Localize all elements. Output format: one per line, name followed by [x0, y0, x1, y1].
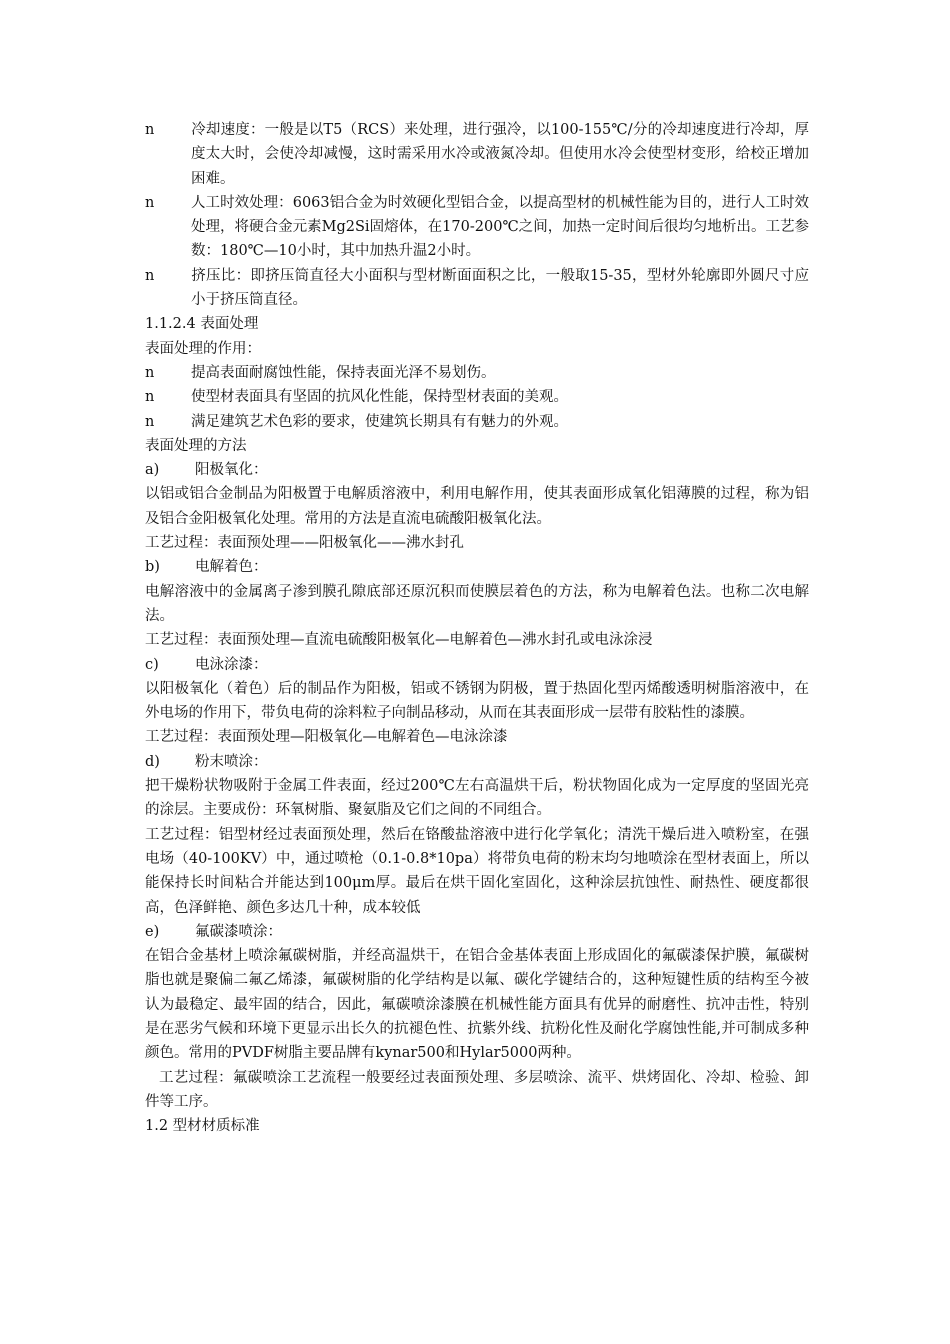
process-paragraph: 工艺过程：铝型材经过表面预处理，然后在铬酸盐溶液中进行化学氧化；清洗干燥后进入喷粉室，在强电场（40-100KV）中，通过喷枪（0.1-0.8*10pa）将带负电荷的粉末均匀地喷涂在型材表面上，所以能保持长时间粘合并能达到100μm厚。最后在烘干固化室固化，这种涂层抗蚀性、耐热性、硬度都很高，色泽鲜艳、颜色多达几十种，成本较低	[145, 826, 809, 916]
paragraph-text: 使型材表面具有坚固的抗风化性能，保持型材表面的美观。	[191, 389, 568, 406]
bullet-mark: n	[145, 267, 155, 284]
method-heading	[145, 458, 809, 482]
paragraph-text: 人工时效处理：6063铝合金为时效硬化型铝合金，以提高型材的机械性能为目的，进行人工时效处理，将硬合金元素Mg2Si固熔体，在170-200℃之间，加热一定时间后很均匀地析出。工艺参数：180℃—10小时，其中加热升温2小时。	[191, 194, 809, 260]
paragraph-text: 满足建筑艺术色彩的要求，使建筑长期具有有魅力的外观。	[191, 413, 568, 430]
item-mark: b)	[145, 559, 160, 576]
bullet-mark: n	[145, 364, 155, 381]
bullet-paragraph	[145, 264, 809, 313]
method-title: 电解着色：	[195, 559, 268, 576]
paragraph-text: 提高表面耐腐蚀性能，保持表面光泽不易划伤。	[191, 364, 496, 381]
body-paragraph: 在铝合金基材上喷涂氟碳树脂，并经高温烘干，在铝合金基体表面上形成固化的氟碳漆保护膜，氟碳树脂也就是聚偏二氟乙烯漆，氟碳树脂的化学结构是以氟、碳化学键结合的，这种短键性质的结构至今被认为最稳定、最牢固的结合，因此，氟碳喷涂漆膜在机械性能方面具有优异的耐磨性、抗冲击性，特别是在恶劣气候和环境下更显示出长久的抗褪色性、抗紫外线、抗粉化性及耐化学腐蚀性能,并可制成多种颜色。常用的PVDF树脂主要品牌有kynar500和Hylar5000两种。	[145, 948, 809, 1062]
document-page	[145, 118, 809, 1138]
subheading: 表面处理的方法	[145, 437, 247, 454]
process-paragraph: 工艺过程：氟碳喷涂工艺流程一般要经过表面预处理、多层喷涂、流平、烘烤固化、冷却、检验、卸件等工序。	[145, 1069, 809, 1110]
method-heading	[145, 750, 809, 774]
process-paragraph: 工艺过程：表面预处理—阳极氧化—电解着色—电泳涂漆	[145, 729, 508, 746]
bullet-mark: n	[145, 413, 155, 430]
method-heading	[145, 920, 809, 944]
method-title: 电泳涂漆：	[195, 656, 268, 673]
method-heading	[145, 653, 809, 677]
method-title: 氟碳漆喷涂：	[195, 923, 282, 940]
item-mark: c)	[145, 656, 159, 673]
bullet-mark: n	[145, 194, 155, 211]
section-heading: 1.1.2.4 表面处理	[145, 316, 259, 333]
body-paragraph: 电解溶液中的金属离子渗到膜孔隙底部还原沉积而使膜层着色的方法，称为电解着色法。也称二次电解法。	[145, 583, 809, 624]
method-heading	[145, 555, 809, 579]
bullet-mark: n	[145, 389, 155, 406]
paragraph-text: 挤压比：即挤压筒直径大小面积与型材断面面积之比，一般取15-35，型材外轮廓即外圆尺寸应小于挤压筒直径。	[191, 267, 809, 309]
process-paragraph: 工艺过程：表面预处理——阳极氧化——沸水封孔	[145, 535, 464, 552]
bullet-paragraph	[145, 410, 809, 434]
method-title: 阳极氧化：	[195, 462, 268, 479]
method-title: 粉末喷涂：	[195, 753, 268, 770]
subheading: 表面处理的作用：	[145, 340, 261, 357]
body-paragraph: 以铝或铝合金制品为阳极置于电解质溶液中，利用电解作用，使其表面形成氧化铝薄膜的过程，称为铝及铝合金阳极氧化处理。常用的方法是直流电硫酸阳极氧化法。	[145, 486, 809, 527]
bullet-mark: n	[145, 122, 155, 138]
body-paragraph: 以阳极氧化（着色）后的制品作为阳极，铝或不锈钢为阴极，置于热固化型丙烯酸透明树脂溶液中，在外电场的作用下，带负电荷的涂料粒子向制品移动，从而在其表面形成一层带有胶粘性的漆膜。	[145, 680, 809, 722]
process-paragraph: 工艺过程：表面预处理—直流电硫酸阳极氧化—电解着色—沸水封孔或电泳涂浸	[145, 632, 653, 649]
item-mark: a)	[145, 462, 160, 479]
paragraph-text: 冷却速度：一般是以T5（RCS）来处理，进行强冷，以100-155℃/分的冷却速度进行冷却，厚度太大时，会使冷却减慢，这时需采用水冷或液氮冷却。但使用水冷会使型材变形，给校正增加困难。	[191, 122, 809, 187]
section-heading: 1.2 型材材质标准	[145, 1118, 260, 1135]
item-mark: e)	[145, 923, 160, 940]
bullet-paragraph	[145, 361, 809, 385]
bullet-paragraph	[145, 385, 809, 409]
body-paragraph: 把干燥粉状物吸附于金属工件表面，经过200℃左右高温烘干后，粉状物固化成为一定厚度的坚固光亮的涂层。主要成份：环氧树脂、聚氨脂及它们之间的不同组合。	[145, 778, 809, 819]
bullet-paragraph	[145, 191, 809, 264]
item-mark: d)	[145, 753, 160, 770]
bullet-paragraph	[145, 118, 809, 191]
